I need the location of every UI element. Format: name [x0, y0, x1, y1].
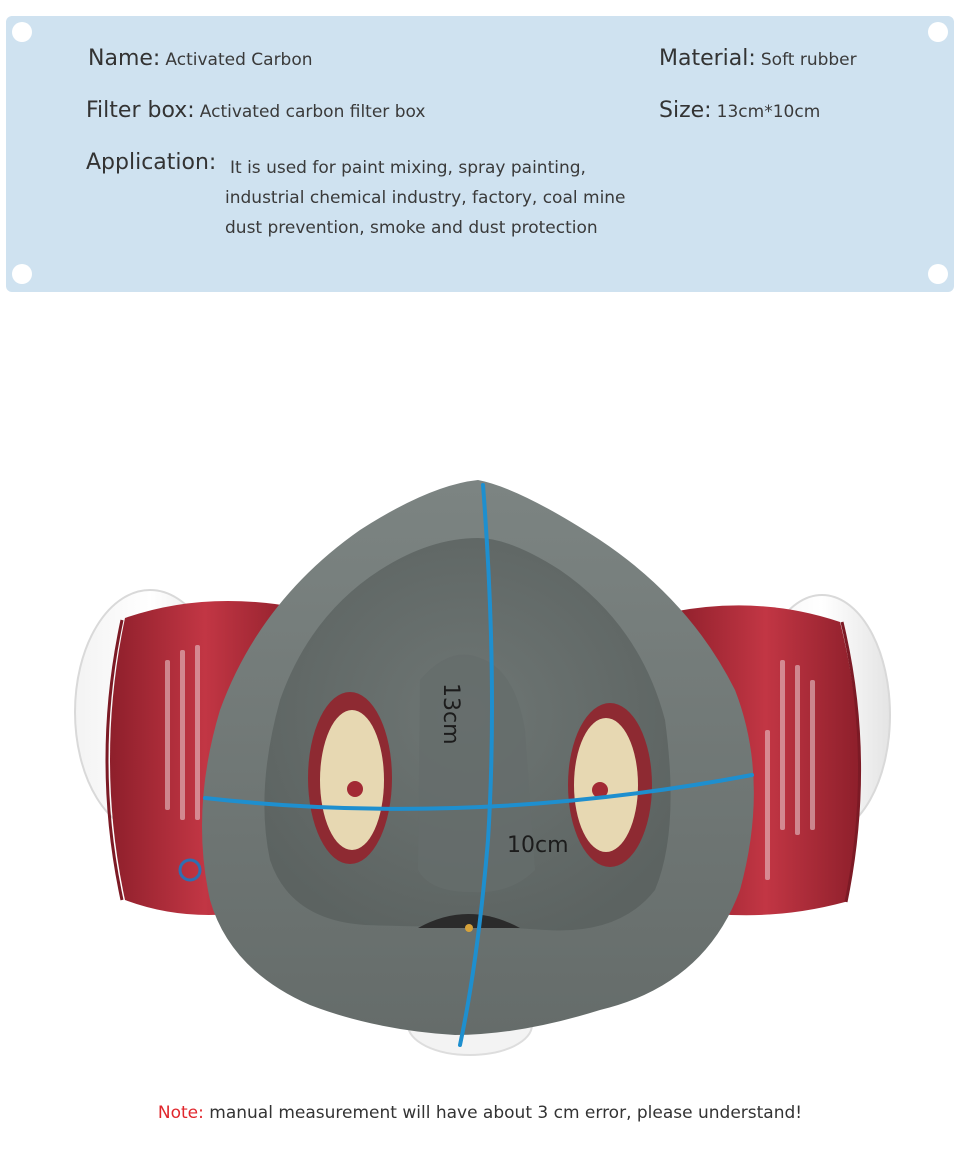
left-valve-seat — [308, 692, 392, 864]
spec-material-value: Soft rubber — [760, 50, 857, 70]
spec-application-value — [225, 153, 645, 243]
spec-application-rest: industrial chemical industry, factory, coal mine dust prevention, smoke and dust protection — [225, 188, 626, 238]
note-label: Note: — [157, 1103, 204, 1123]
spec-size-value: 13cm*10cm — [716, 102, 821, 122]
note-text: manual measurement will have about 3 cm error, please understand! — [203, 1103, 803, 1123]
spec-filter — [86, 98, 425, 123]
respirator-mask-image — [0, 430, 960, 1090]
width-measure-label: 10cm — [507, 833, 569, 858]
spec-card — [6, 16, 954, 292]
measurement-note — [0, 1103, 960, 1123]
spec-material-label: Material: — [659, 46, 756, 71]
spec-size — [659, 98, 820, 123]
card-hole-icon — [12, 264, 32, 284]
spec-application-label: Application: — [86, 150, 217, 175]
spec-material — [659, 46, 857, 71]
spec-name-label: Name: — [88, 46, 161, 71]
spec-name — [88, 46, 313, 71]
spec-name-value: Activated Carbon — [165, 50, 313, 70]
right-valve-seat — [568, 703, 652, 867]
card-hole-icon — [12, 22, 32, 42]
spec-application — [86, 150, 216, 175]
spec-filter-label: Filter box: — [86, 98, 195, 123]
spec-size-label: Size: — [659, 98, 712, 123]
mask-body — [202, 480, 754, 1055]
height-measure-label: 13cm — [438, 683, 463, 745]
card-hole-icon — [928, 264, 948, 284]
spec-filter-value: Activated carbon filter box — [199, 102, 426, 122]
spec-application-line1: It is used for paint mixing, spray painting, — [230, 158, 586, 178]
card-hole-icon — [928, 22, 948, 42]
